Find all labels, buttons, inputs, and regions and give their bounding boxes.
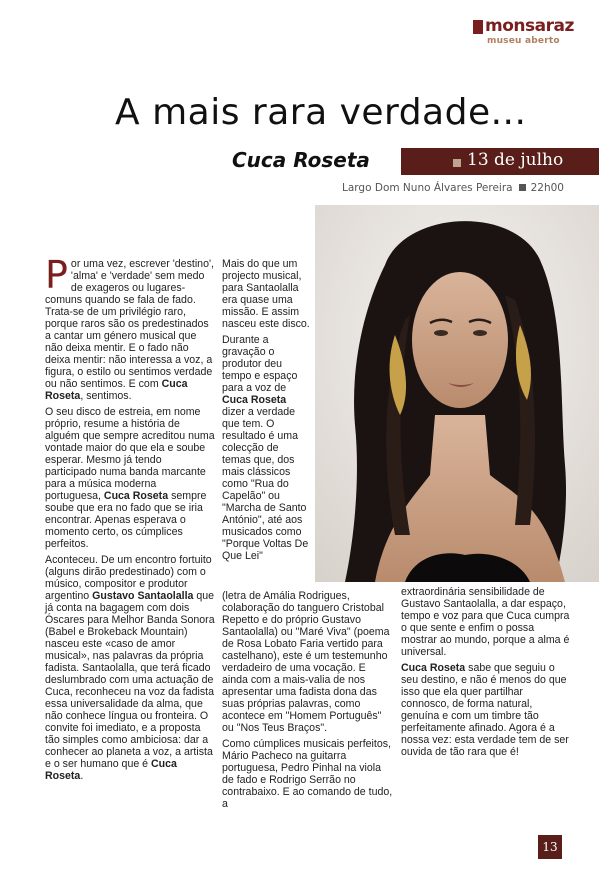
monsaraz-logo bbox=[473, 16, 574, 46]
event-date: 13 de julho bbox=[467, 150, 564, 170]
event-time: 22h00 bbox=[530, 182, 564, 194]
artist-photo bbox=[315, 205, 599, 582]
producer-mention: Gustavo Santaolalla bbox=[92, 590, 194, 602]
text-run: Aconteceu. De um encontro fortuito (alguns dirão predestinado) com o músico, compositor e produtor argentino bbox=[45, 554, 212, 602]
text-run: , sentimos. bbox=[80, 390, 132, 402]
drop-cap: P bbox=[45, 253, 68, 297]
text-run: que já conta na bagagem com dois Óscares para Melhor Banda Sonora (Babel e Brokeback Mountain) nasceu este «caso de amor musical», nas palavras da própria fadista. Santaolalla, que terá ficado deslumbrado com uma actuação de Cuca, reconheceu na voz da fadista essa universalidade da alma, que não conhece língua ou fronteira. O convite foi imediato, e a proposta tão simples como ambiciosa: dar a conhecer ao planeta a voz, a artista e o ser humano que é bbox=[45, 590, 215, 770]
logo-mark-icon bbox=[473, 20, 483, 34]
square-separator-icon bbox=[519, 184, 526, 191]
text-run: O seu disco de estreia, em nome próprio, resume a história de alguém que sempre acreditou numa vontade maior do que ela e soube esperar. Mesmo já tendo participado numa banda marcante para a música moderna portuguesa, bbox=[45, 406, 215, 502]
article-column-2-bottom bbox=[222, 590, 394, 814]
artist-mention: Cuca Roseta bbox=[45, 758, 177, 782]
paragraph: extraordinária sensibilidade de Gustavo Santaolalla, a dar espaço, tempo e voz para que Cuca cumpra o que sente e enfim o possa mostrar ao mundo, porque a alma é universal. bbox=[401, 586, 570, 658]
paragraph bbox=[401, 662, 571, 758]
artist-mention: Cuca Roseta bbox=[222, 394, 287, 406]
paragraph: (letra de Amália Rodrigues, colaboração do tanguero Cristobal Repetto e do próprio Gustavo Santaolalla) ou "Maré Viva" (poema de Rosa Lobato Faria vertido para castelhano), este é um testemunho verdadeiro de uma vocação. E ainda com a mais-valia de nos apresentar uma fadista dona das suas próprias palavras, como acontece em "Homem Português" ou "Nos Teus Braços". bbox=[222, 590, 390, 734]
venue-place: Largo Dom Nuno Álvares Pereira bbox=[342, 182, 513, 194]
text-run: Durante a gravação o produtor deu tempo e espaço para a voz de bbox=[222, 334, 298, 394]
venue-line bbox=[342, 182, 564, 194]
text-run: or uma vez, escrever 'destino', 'alma' e 'verdade' sem medo de exageros ou lugares-comuns quando se fala de fado. Trata-se de um privilégio raro, porque raros são os predestinados a cantar um género musical que não deixa mentir. E o fado não deixa mentir: não interessa a voz, a figura, o estilo ou sentimos verdade ou não sentimos. E com bbox=[45, 258, 214, 390]
logo-tagline: museu aberto bbox=[487, 36, 560, 46]
portrait-image bbox=[315, 205, 599, 582]
page-number: 13 bbox=[538, 835, 562, 859]
artist-mention: Cuca Roseta bbox=[401, 662, 466, 674]
paragraph bbox=[222, 334, 310, 562]
article-column-3 bbox=[401, 586, 571, 762]
article-column-2-top bbox=[222, 258, 310, 566]
logo-name: monsaraz bbox=[485, 16, 574, 36]
article-title: A mais rara verdade... bbox=[115, 92, 527, 133]
article-column-1 bbox=[45, 253, 215, 786]
text-run: sempre soube que era no fado que se iria encontrar. Apenas esperava o momento certo, os cúmplices perfeitos. bbox=[45, 490, 207, 550]
paragraph: Como cúmplices musicais perfeitos, Mário Pacheco na guitarra portuguesa, Pedro Pinhal na viola de fado e Rodrigo Serrão no contrabaixo. E ao comando de tudo, a bbox=[222, 738, 393, 810]
artist-mention: Cuca Roseta bbox=[45, 378, 188, 402]
paragraph bbox=[45, 554, 215, 782]
paragraph bbox=[45, 253, 215, 402]
paragraph bbox=[45, 406, 215, 550]
text-run: sabe que seguiu o seu destino, e não é menos do que isso que ela quer partilhar connosco, de forma natural, genuína e com um timbre tão perfeitamente afinado. Agora é a nossa vez: esta verdade tem de ser ouvida de tão rara que é! bbox=[401, 662, 569, 758]
paragraph: Mais do que um projecto musical, para Santaolalla era quase uma missão. E assim nasceu este disco. bbox=[222, 258, 310, 330]
date-banner bbox=[401, 148, 599, 175]
square-bullet-icon bbox=[453, 159, 461, 167]
text-run: . bbox=[80, 770, 84, 782]
artist-name: Cuca Roseta bbox=[232, 148, 370, 172]
text-run: dizer a verdade que tem. O resultado é uma colecção de temas que, dos mais clássicos como "Rua do Capelão" ou "Marcha de Santo António", até aos musicados como "Porque Voltas De Que Lei" bbox=[222, 406, 309, 562]
artist-mention: Cuca Roseta bbox=[103, 490, 169, 502]
